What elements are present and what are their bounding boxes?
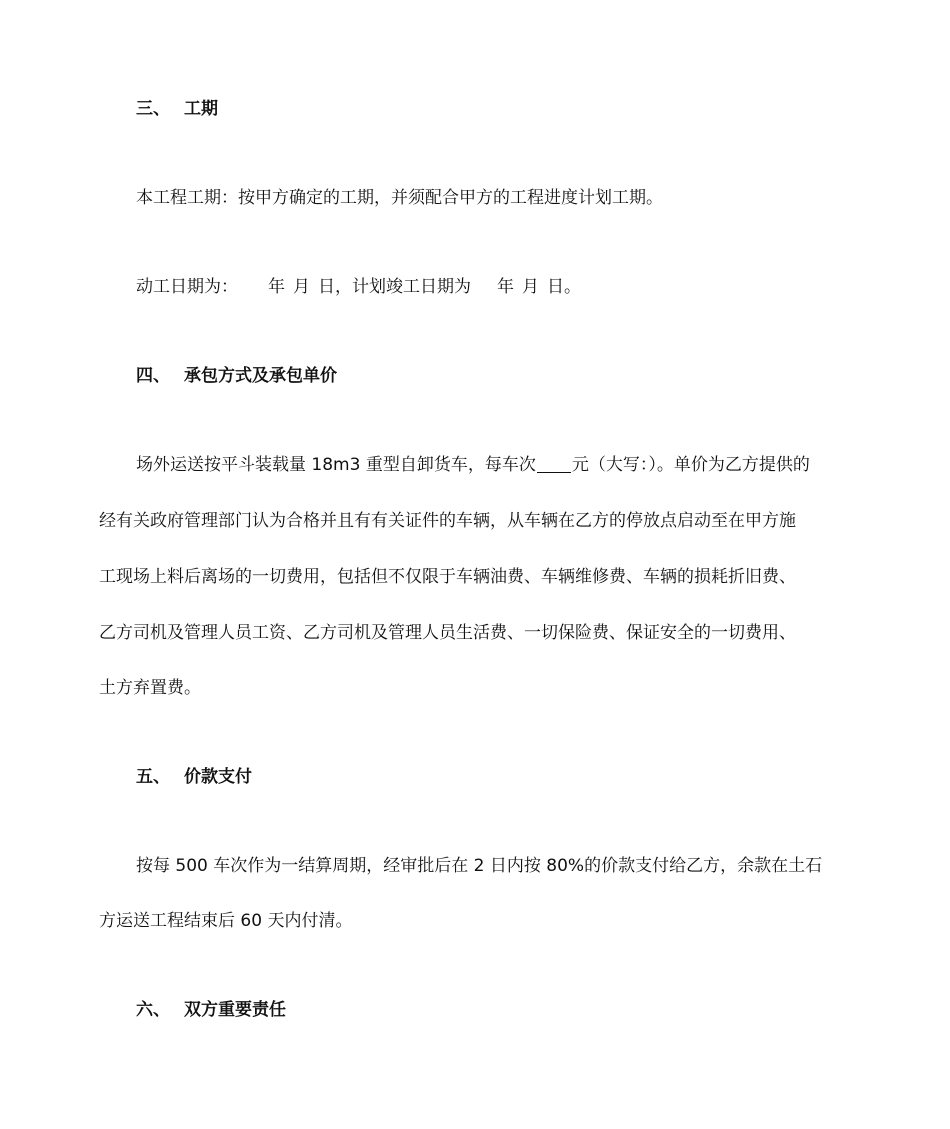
- section-heading-3: [136, 97, 896, 121]
- completion-date-label: 日，计划竣工日期为: [318, 277, 471, 297]
- start-year-label: 年: [268, 277, 285, 297]
- end-month-label: 月: [522, 277, 539, 297]
- pricing-line-1: 场外运送按平斗装载量 18m3 重型自卸货车，每车次 元（大写：）。单价为乙方提供的: [136, 455, 810, 475]
- pricing-line-3: 工现场上料后离场的一切费用，包括但不仅限于车辆油费、车辆维修费、车辆的损耗折旧费、: [99, 567, 796, 587]
- section-title: 双方重要责任: [184, 1000, 286, 1020]
- payment-line-1: 按每 500 车次作为一结算周期，经审批后在 2 日内按 80%的价款支付给乙方，余款在土石: [136, 856, 823, 876]
- section-number: 六、: [136, 1000, 170, 1020]
- section-title: 价款支付: [184, 767, 252, 787]
- duration-text: 本工程工期：按甲方确定的工期，并须配合甲方的工程进度计划工期。: [136, 188, 663, 208]
- section-number: 五、: [136, 767, 170, 787]
- section-number: 三、: [136, 99, 170, 119]
- section-heading-4: [136, 364, 896, 388]
- section-heading-5: [136, 765, 896, 789]
- section-title: 工期: [184, 99, 218, 119]
- section-heading-6: [136, 998, 896, 1022]
- start-month-label: 月: [293, 277, 310, 297]
- start-date-label: 动工日期为：: [136, 277, 238, 297]
- pricing-line-2: 经有关政府管理部门认为合格并且有有关证件的车辆，从车辆在乙方的停放点启动至在甲方施: [99, 511, 796, 531]
- date-line: [136, 275, 896, 299]
- section-title: 承包方式及承包单价: [184, 366, 337, 386]
- section-number: 四、: [136, 366, 170, 386]
- end-year-label: 年: [497, 277, 514, 297]
- price-blank: [537, 454, 571, 473]
- pricing-line-5: 土方弃置费。: [99, 678, 201, 698]
- pricing-line-4: 乙方司机及管理人员工资、乙方司机及管理人员生活费、一切保险费、保证安全的一切费用、: [99, 623, 796, 643]
- payment-line-2: 方运送工程结束后 60 天内付清。: [99, 911, 353, 931]
- end-day-label: 日。: [547, 277, 581, 297]
